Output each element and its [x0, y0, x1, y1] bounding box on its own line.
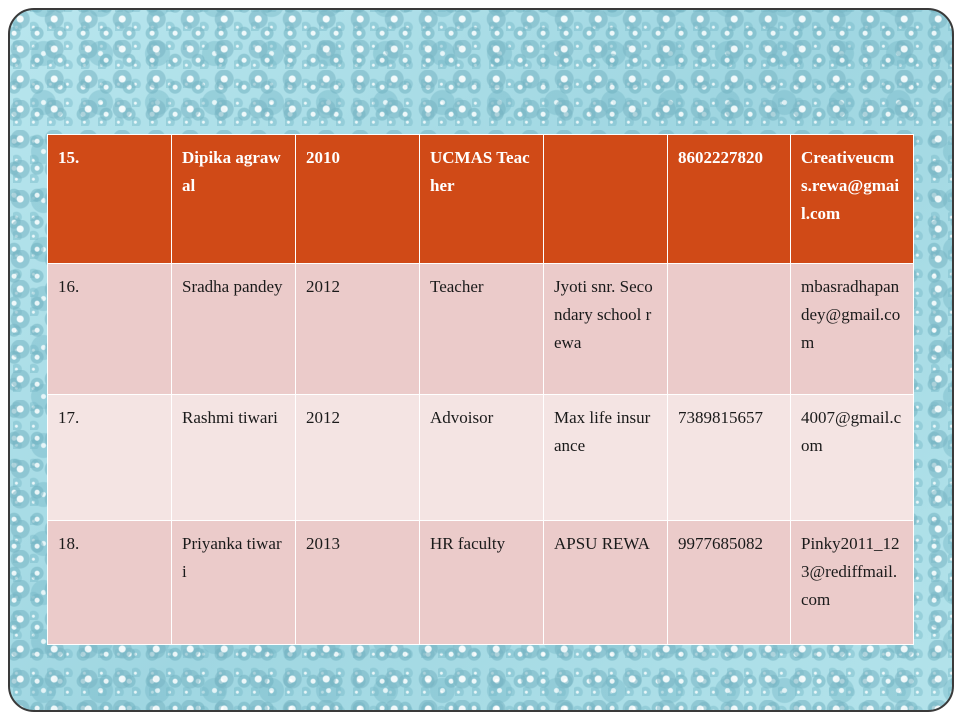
organization-cell: Jyoti snr. Secondary school rewa [544, 264, 668, 395]
serial-number-cell: 15. [48, 135, 172, 264]
email-cell: Pinky2011_123@rediffmail.com [791, 521, 914, 645]
table-row [48, 395, 914, 521]
email-cell: mbasradhapandey@gmail.com [791, 264, 914, 395]
phone-cell [668, 264, 791, 395]
phone-cell: 7389815657 [668, 395, 791, 521]
serial-number-cell: 17. [48, 395, 172, 521]
serial-number-cell: 16. [48, 264, 172, 395]
designation-cell: UCMAS Teacher [420, 135, 544, 264]
year-cell: 2012 [296, 395, 420, 521]
serial-number-cell: 18. [48, 521, 172, 645]
contacts-table [47, 134, 914, 645]
organization-cell [544, 135, 668, 264]
phone-cell: 8602227820 [668, 135, 791, 264]
designation-cell: Advoisor [420, 395, 544, 521]
designation-cell: Teacher [420, 264, 544, 395]
name-cell: Rashmi tiwari [172, 395, 296, 521]
year-cell: 2012 [296, 264, 420, 395]
year-cell: 2013 [296, 521, 420, 645]
designation-cell: HR faculty [420, 521, 544, 645]
email-cell: 4007@gmail.com [791, 395, 914, 521]
phone-cell: 9977685082 [668, 521, 791, 645]
organization-cell: APSU REWA [544, 521, 668, 645]
table-row [48, 135, 914, 264]
email-cell: Creativeucms.rewa@gmail.com [791, 135, 914, 264]
name-cell: Priyanka tiwari [172, 521, 296, 645]
year-cell: 2010 [296, 135, 420, 264]
name-cell: Dipika agrawal [172, 135, 296, 264]
name-cell: Sradha pandey [172, 264, 296, 395]
table-row [48, 264, 914, 395]
table-row [48, 521, 914, 645]
organization-cell: Max life insurance [544, 395, 668, 521]
